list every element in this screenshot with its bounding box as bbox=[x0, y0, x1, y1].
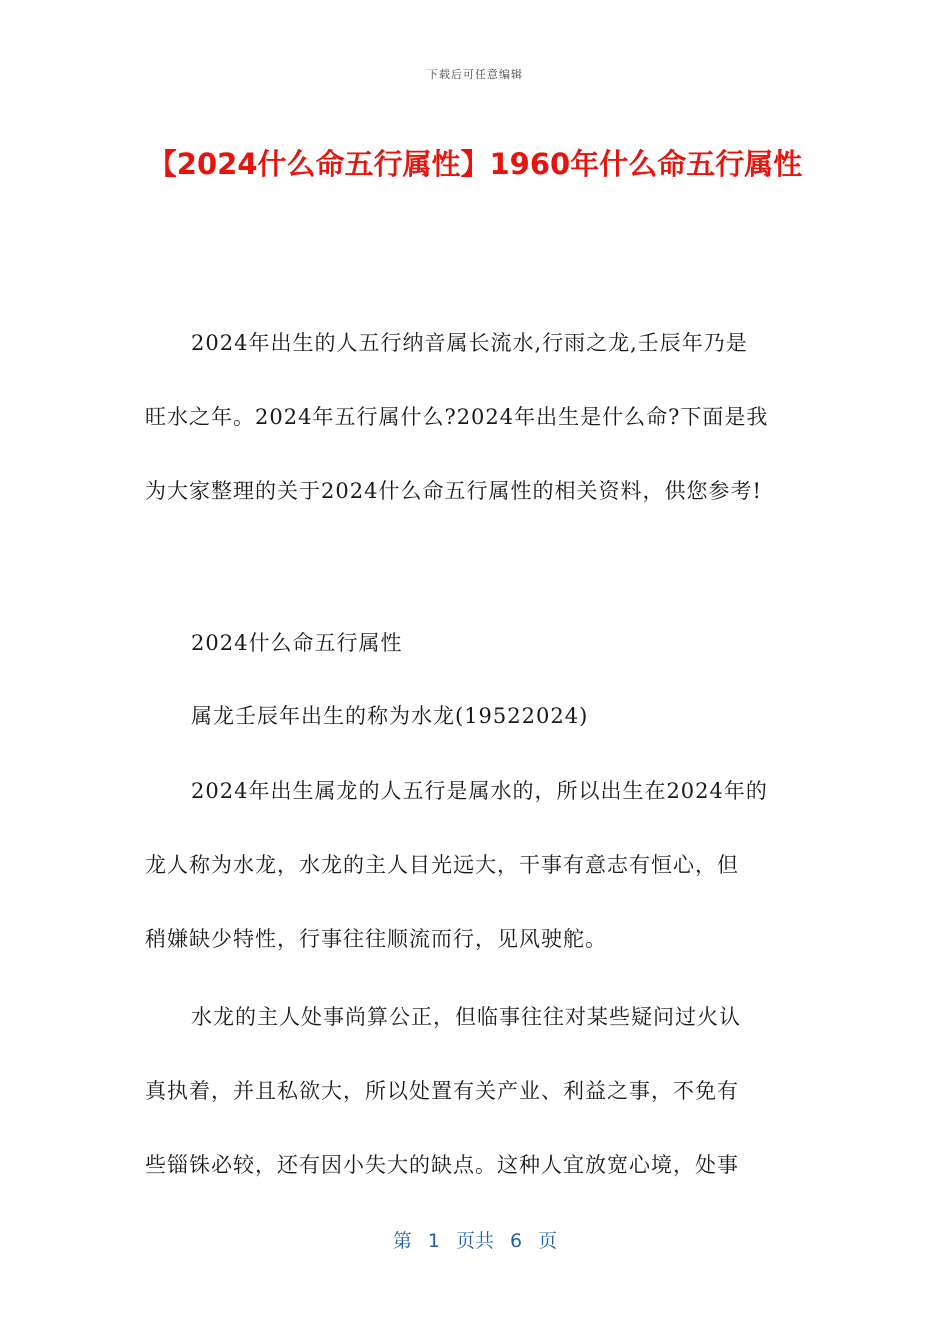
footer-suffix: 页 bbox=[538, 1230, 558, 1252]
section-heading bbox=[145, 625, 810, 661]
paragraph-line: 旺水之年。2024年五行属什么?2024年出生是什么命?下面是我 bbox=[145, 405, 769, 429]
total-page-count: 6 bbox=[510, 1230, 523, 1252]
element-paragraph bbox=[145, 773, 810, 995]
intro-paragraph bbox=[145, 325, 810, 547]
character-paragraph bbox=[145, 999, 810, 1221]
paragraph-line: 些锱铢必较，还有因小失大的缺点。这种人宜放宽心境，处事 bbox=[145, 1153, 739, 1177]
water-dragon-paragraph bbox=[145, 698, 810, 734]
document-title: 【2024什么命五行属性】1960年什么命五行属性 bbox=[147, 147, 803, 181]
paragraph-line: 属龙壬辰年出生的称为水龙(19522024) bbox=[191, 704, 589, 728]
page-footer bbox=[0, 1226, 950, 1253]
paragraph-line: 真执着，并且私欲大，所以处置有关产业、利益之事，不免有 bbox=[145, 1079, 739, 1103]
current-page-number: 1 bbox=[427, 1230, 440, 1252]
footer-prefix: 第 bbox=[392, 1230, 412, 1252]
paragraph-line: 龙人称为水龙，水龙的主人目光远大，干事有意志有恒心，但 bbox=[145, 853, 739, 877]
paragraph-line: 2024年出生属龙的人五行是属水的，所以出生在2024年的 bbox=[191, 779, 768, 803]
paragraph-line: 2024年出生的人五行纳音属长流水,行雨之龙,壬辰年乃是 bbox=[191, 331, 748, 355]
paragraph-line: 水龙的主人处事尚算公正，但临事往往对某些疑问过火认 bbox=[191, 1005, 741, 1029]
paragraph-line: 为大家整理的关于2024什么命五行属性的相关资料，供您参考! bbox=[145, 479, 762, 503]
header-note: 下载后可任意编辑 bbox=[427, 68, 523, 81]
footer-middle: 页共 bbox=[455, 1230, 494, 1252]
section-heading-text: 2024什么命五行属性 bbox=[191, 631, 403, 655]
paragraph-line: 稍嫌缺少特性，行事往往顺流而行，见风驶舵。 bbox=[145, 927, 607, 951]
